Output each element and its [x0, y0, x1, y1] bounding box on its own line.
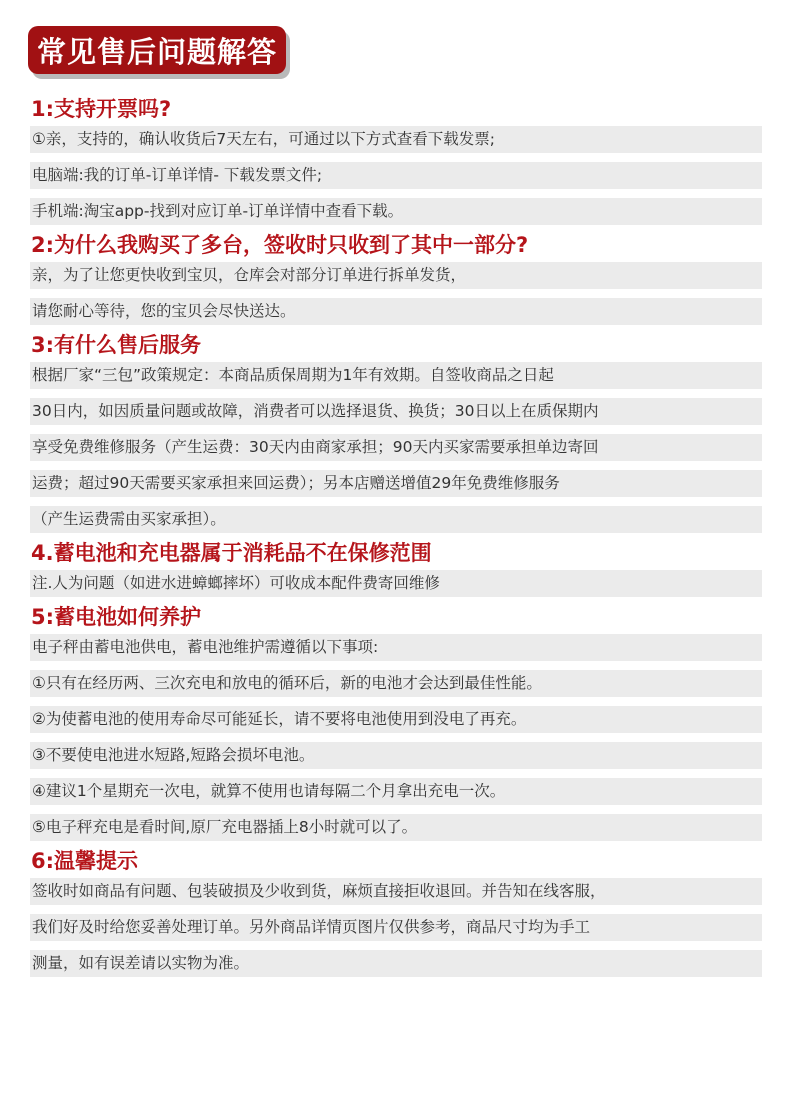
faq-content: [30, 92, 762, 980]
faq-answer-line: 请您耐心等待，您的宝贝会尽快送达。: [30, 298, 762, 325]
faq-question: 4.蓄电池和充电器属于消耗品不在保修范围: [31, 541, 432, 565]
faq-section-after-sales: [30, 328, 762, 533]
page-title: 常见售后问题解答: [36, 34, 277, 69]
faq-question: 5:蓄电池如何养护: [31, 605, 202, 629]
faq-answer-line: 亲，为了让您更快收到宝贝，仓库会对部分订单进行拆单发货，: [30, 262, 762, 289]
faq-section-partial-delivery: [30, 228, 762, 325]
page-title-banner: [28, 26, 286, 74]
faq-answer-line: （产生运费需由买家承担）。: [30, 506, 762, 533]
faq-answer-line: 电子秤由蓄电池供电，蓄电池维护需遵循以下事项:: [30, 634, 762, 661]
faq-answer-line: 我们好及时给您妥善处理订单。另外商品详情页图片仅供参考，商品尺寸均为手工: [30, 914, 762, 941]
faq-answer-line: 运费；超过90天需要买家承担来回运费）；另本店赠送增值29年免费维修服务: [30, 470, 762, 497]
faq-answer-line: 电脑端:我的订单-订单详情- 下载发票文件;: [30, 162, 762, 189]
faq-answer-line: ①亲，支持的，确认收货后7天左右，可通过以下方式查看下载发票;: [30, 126, 762, 153]
faq-answer-line: 测量，如有误差请以实物为准。: [30, 950, 762, 977]
faq-answer-line: ④建议1个星期充一次电，就算不使用也请每隔二个月拿出充电一次。: [30, 778, 762, 805]
faq-section-consumables: [30, 536, 762, 597]
faq-section-tips: [30, 844, 762, 977]
faq-answer-line: ②为使蓄电池的使用寿命尽可能延长，请不要将电池使用到没电了再充。: [30, 706, 762, 733]
faq-answer-line: 享受免费维修服务（产生运费：30天内由商家承担；90天内买家需要承担单边寄回: [30, 434, 762, 461]
faq-question: 2:为什么我购买了多台，签收时只收到了其中一部分?: [31, 233, 529, 257]
faq-answer-line: ①只有在经历两、三次充电和放电的循环后，新的电池才会达到最佳性能。: [30, 670, 762, 697]
faq-answer-line: 根据厂家“三包”政策规定：本商品质保周期为1年有效期。自签收商品之日起: [30, 362, 762, 389]
faq-answer-line: 签收时如商品有问题、包装破损及少收到货，麻烦直接拒收退回。并告知在线客服，: [30, 878, 762, 905]
faq-answer-line: 手机端:淘宝app-找到对应订单-订单详情中查看下载。: [30, 198, 762, 225]
faq-question: 3:有什么售后服务: [31, 333, 202, 357]
faq-answer-line: 注.人为问题（如进水进蟑螂摔坏）可收成本配件费寄回维修: [30, 570, 762, 597]
faq-question: 6:温馨提示: [31, 849, 139, 873]
faq-section-invoice: [30, 92, 762, 225]
faq-answer-line: 30日内，如因质量问题或故障，消费者可以选择退货、换货；30日以上在质保期内: [30, 398, 762, 425]
faq-section-battery-care: [30, 600, 762, 841]
faq-question: 1:支持开票吗?: [31, 97, 172, 121]
faq-answer-line: ⑤电子秤充电是看时间,原厂充电器插上8小时就可以了。: [30, 814, 762, 841]
faq-answer-line: ③不要使电池进水短路,短路会损坏电池。: [30, 742, 762, 769]
